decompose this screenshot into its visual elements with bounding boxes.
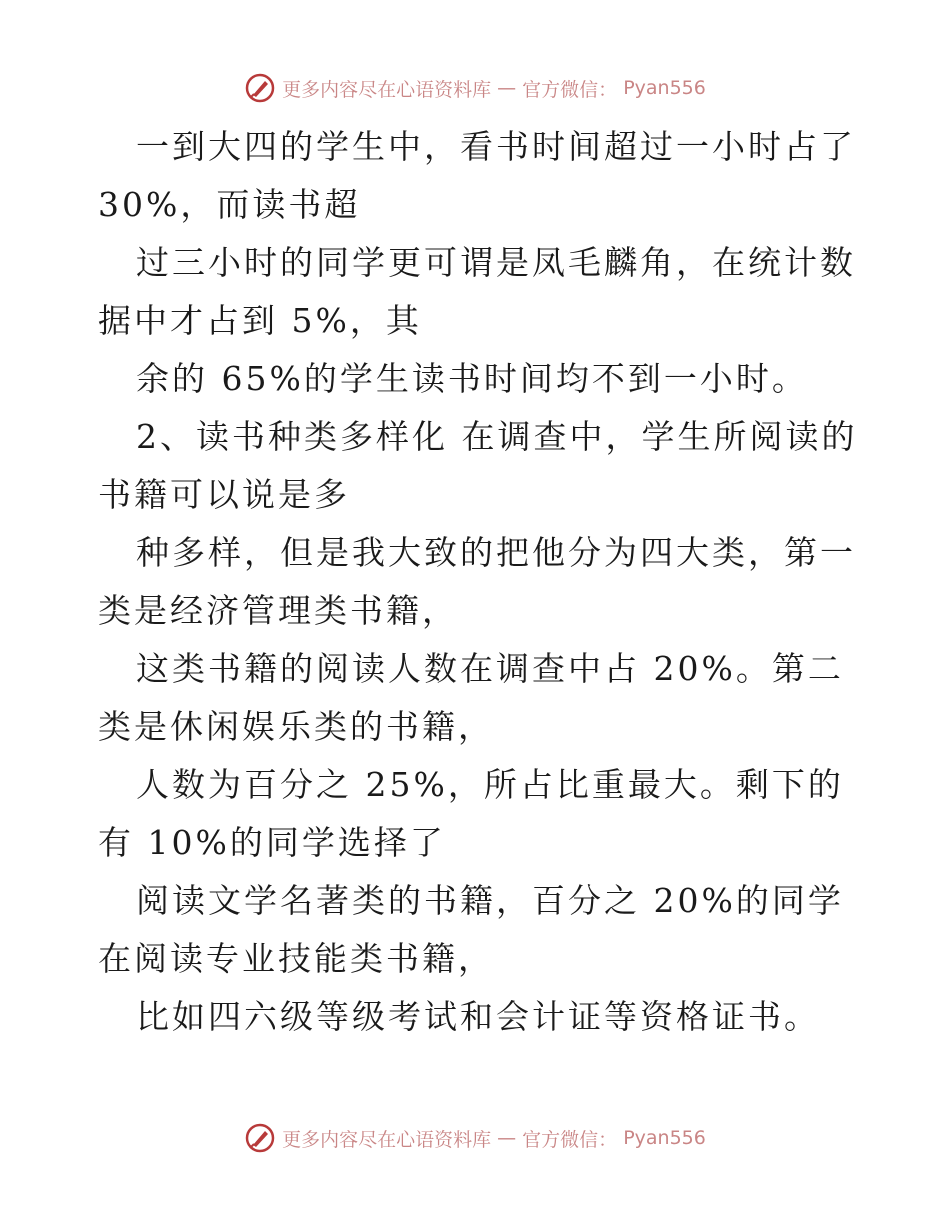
header-watermark: [0, 72, 950, 104]
watermark-official-text: 官方微信：: [522, 78, 618, 101]
quill-logo-icon: [244, 1122, 276, 1154]
paragraph: 人数为百分之 25%，所占比重最大。剩下的有 10%的同学选择了: [98, 765, 844, 862]
paragraph: 余的 65%的学生读书时间均不到一小时。: [136, 359, 808, 398]
watermark-dash: —: [497, 77, 517, 99]
footer-watermark: [0, 1122, 950, 1154]
watermark-account: Pyan556: [623, 77, 706, 99]
paragraph: 2、读书种类多样化 在调查中，学生所阅读的书籍可以说是多: [98, 417, 858, 514]
paragraph: 比如四六级等级考试和会计证等资格证书。: [136, 997, 820, 1036]
watermark-dash: —: [497, 1127, 517, 1149]
watermark-main-text: 更多内容尽在心语资料库: [282, 78, 492, 101]
document-body: [98, 118, 858, 1046]
quill-logo-icon: [244, 72, 276, 104]
paragraph: 过三小时的同学更可谓是凤毛麟角，在统计数据中才占到 5%，其: [98, 243, 856, 340]
paragraph: 阅读文学名著类的书籍，百分之 20%的同学在阅读专业技能类书籍，: [98, 881, 844, 978]
watermark-official-text: 官方微信：: [522, 1128, 618, 1151]
paragraph: 这类书籍的阅读人数在调查中占 20%。第二类是休闲娱乐类的书籍，: [98, 649, 844, 746]
watermark-main-text: 更多内容尽在心语资料库: [282, 1128, 492, 1151]
paragraph: 一到大四的学生中，看书时间超过一小时占了 30%，而读书超: [98, 127, 856, 224]
paragraph: 种多样，但是我大致的把他分为四大类，第一类是经济管理类书籍，: [98, 533, 856, 630]
watermark-account: Pyan556: [623, 1127, 706, 1149]
